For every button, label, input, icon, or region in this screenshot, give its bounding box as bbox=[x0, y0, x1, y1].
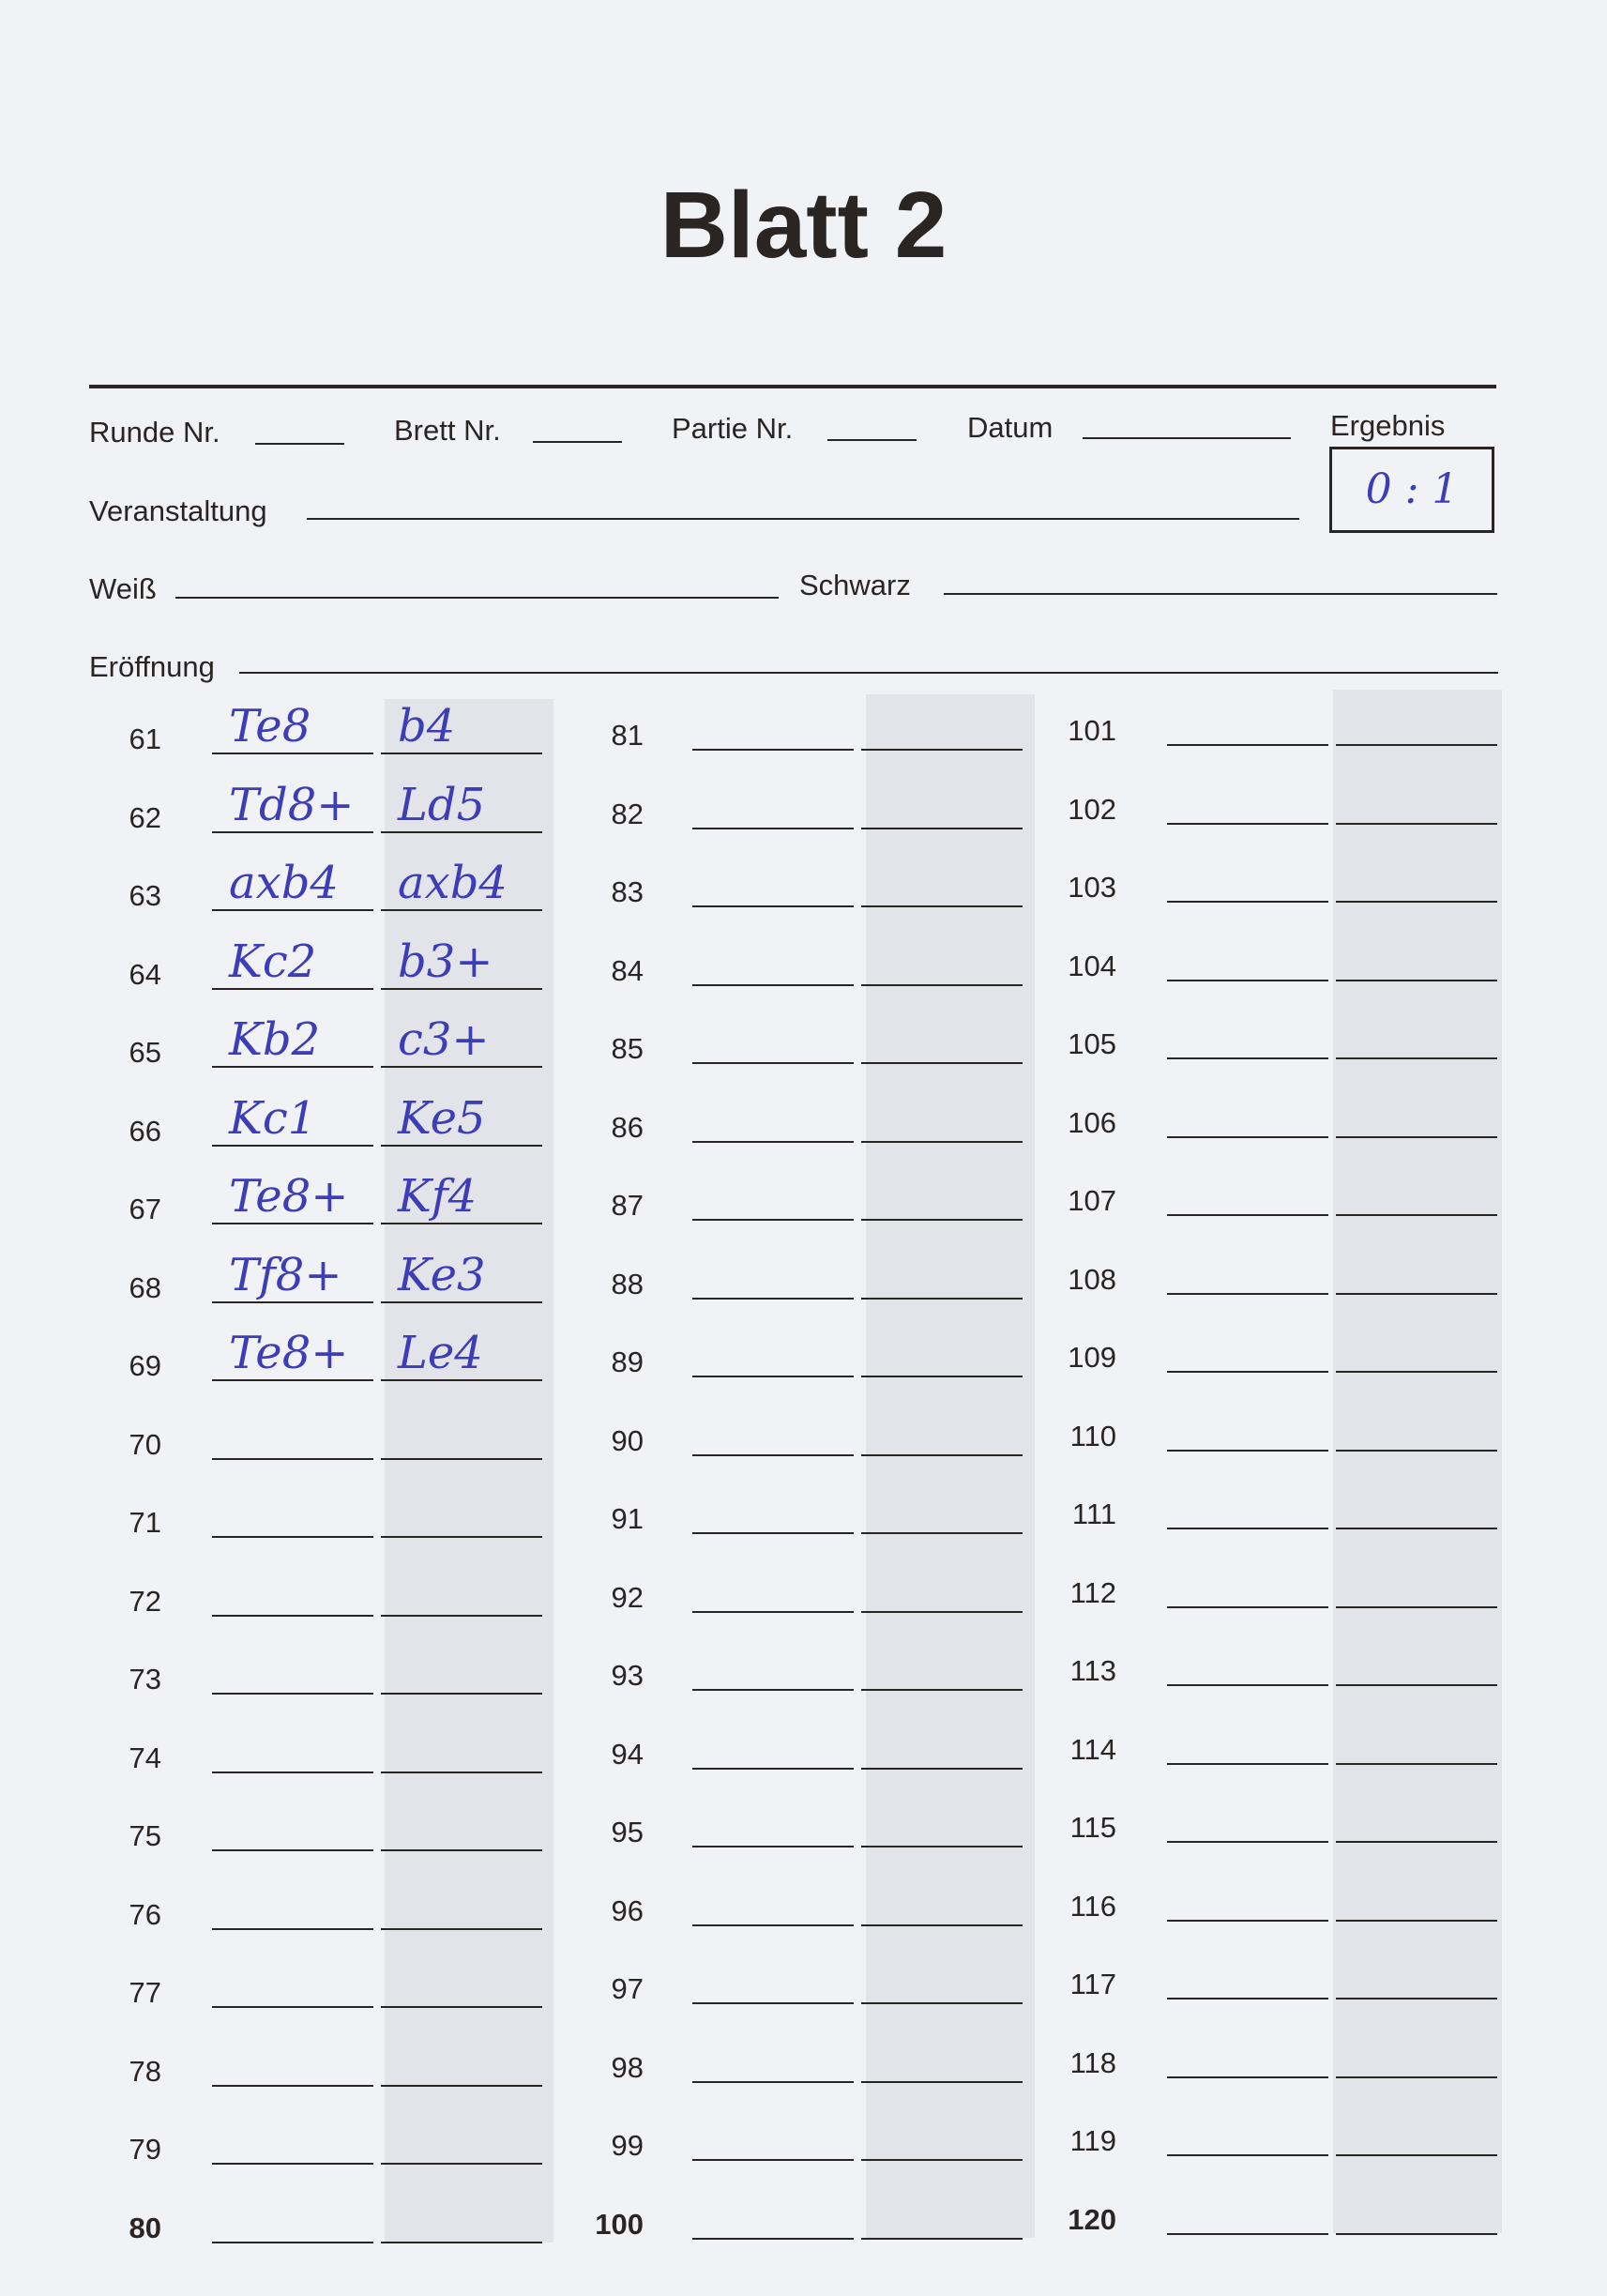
move-number: 110 bbox=[1069, 1419, 1116, 1452]
white-move-line[interactable] bbox=[212, 1693, 373, 1695]
event-label: Veranstaltung bbox=[89, 494, 267, 527]
white-move-line[interactable] bbox=[212, 1458, 373, 1460]
black-move-line[interactable] bbox=[861, 1062, 1023, 1064]
white-move-line[interactable] bbox=[692, 1141, 854, 1143]
white-move-line[interactable] bbox=[692, 749, 854, 751]
black-move-line[interactable] bbox=[861, 828, 1023, 829]
white-move-line[interactable] bbox=[212, 2085, 373, 2087]
black-move-line[interactable] bbox=[861, 984, 1023, 986]
move-number: 111 bbox=[1071, 1498, 1116, 1530]
move-number: 85 bbox=[611, 1032, 644, 1065]
move-number: 86 bbox=[611, 1110, 644, 1144]
move-number: 81 bbox=[611, 719, 644, 752]
white-move-line[interactable] bbox=[692, 1376, 854, 1377]
move-number: 103 bbox=[1068, 871, 1116, 904]
black-move-line[interactable] bbox=[861, 1924, 1023, 1926]
black-move-line[interactable] bbox=[381, 831, 542, 833]
move-number: 62 bbox=[129, 800, 161, 834]
black-move-line[interactable] bbox=[381, 2006, 542, 2008]
black-move-line[interactable] bbox=[1336, 2154, 1497, 2156]
white-move-line[interactable] bbox=[692, 2002, 854, 2004]
white-move-line[interactable] bbox=[1167, 1214, 1328, 1216]
white-move-line[interactable] bbox=[1167, 1450, 1328, 1452]
move-number: 117 bbox=[1069, 1968, 1116, 2000]
black-move-line[interactable] bbox=[381, 909, 542, 911]
white-move-line[interactable] bbox=[692, 984, 854, 986]
white-move: Kc2 bbox=[229, 935, 317, 988]
black-move-line[interactable] bbox=[1336, 2233, 1497, 2235]
move-number: 92 bbox=[611, 1580, 644, 1614]
move-number: 74 bbox=[129, 1741, 161, 1774]
shade-col-1 bbox=[385, 699, 553, 2243]
move-number: 79 bbox=[129, 2133, 161, 2166]
black-move-line[interactable] bbox=[861, 749, 1023, 751]
white-move-line[interactable] bbox=[1167, 823, 1328, 825]
black-move-line[interactable] bbox=[1336, 744, 1497, 746]
move-number: 96 bbox=[611, 1893, 644, 1927]
round-label: Runde Nr. bbox=[89, 416, 220, 449]
black-move: b3+ bbox=[398, 935, 493, 988]
black-move-line[interactable] bbox=[381, 988, 542, 990]
white-move-line[interactable] bbox=[692, 1768, 854, 1770]
white-move-line[interactable] bbox=[692, 905, 854, 907]
white-move-line[interactable] bbox=[1167, 1528, 1328, 1529]
black-move-line[interactable] bbox=[381, 2085, 542, 2087]
move-number: 71 bbox=[129, 1506, 161, 1539]
move-number: 105 bbox=[1068, 1027, 1116, 1060]
black-move-line[interactable] bbox=[861, 2002, 1023, 2004]
move-number: 67 bbox=[129, 1193, 161, 1225]
white-field[interactable] bbox=[175, 597, 779, 599]
black-move-line[interactable] bbox=[1336, 1450, 1497, 1452]
white-move-line[interactable] bbox=[212, 753, 373, 754]
move-number: 90 bbox=[611, 1423, 644, 1457]
black-move-line[interactable] bbox=[1336, 2076, 1497, 2078]
shade-col-3 bbox=[1333, 690, 1502, 2233]
white-move-line[interactable] bbox=[1167, 1998, 1328, 1999]
move-number: 113 bbox=[1069, 1654, 1116, 1687]
white-move-line[interactable] bbox=[692, 1846, 854, 1847]
black-move-line[interactable] bbox=[1336, 1136, 1497, 1138]
black-move-line[interactable] bbox=[381, 1066, 542, 1068]
move-number: 107 bbox=[1068, 1184, 1116, 1217]
move-number: 78 bbox=[129, 2054, 161, 2088]
move-number: 106 bbox=[1068, 1105, 1116, 1139]
move-number: 120 bbox=[1068, 2202, 1116, 2236]
move-number: 112 bbox=[1069, 1575, 1116, 1609]
black-move-line[interactable] bbox=[861, 2081, 1023, 2083]
white-move-line[interactable] bbox=[212, 988, 373, 990]
white-move-line[interactable] bbox=[212, 1536, 373, 1538]
black-move: Kf4 bbox=[398, 1170, 478, 1223]
black-move-line[interactable] bbox=[1336, 901, 1497, 903]
white-move-line[interactable] bbox=[1167, 744, 1328, 746]
white-move-line[interactable] bbox=[212, 1066, 373, 1068]
game-label: Partie Nr. bbox=[672, 412, 794, 445]
white-move-line[interactable] bbox=[212, 909, 373, 911]
black-move-line[interactable] bbox=[381, 1536, 542, 1538]
shade-col-2 bbox=[866, 694, 1035, 2238]
white-move-line[interactable] bbox=[212, 1771, 373, 1773]
move-number: 89 bbox=[611, 1346, 644, 1378]
move-number: 82 bbox=[611, 797, 644, 830]
move-number: 102 bbox=[1068, 792, 1116, 826]
black-move-line[interactable] bbox=[1336, 1920, 1497, 1922]
move-number: 100 bbox=[595, 2207, 644, 2241]
black-move-line[interactable] bbox=[381, 1379, 542, 1381]
result-label: Ergebnis bbox=[1330, 409, 1446, 442]
black-move: axb4 bbox=[398, 857, 508, 909]
move-number: 66 bbox=[129, 1114, 161, 1148]
move-number: 68 bbox=[129, 1270, 161, 1304]
white-move-line[interactable] bbox=[692, 2159, 854, 2161]
white-move: Te8+ bbox=[229, 1327, 349, 1379]
result-box[interactable] bbox=[1329, 447, 1494, 533]
black-move-line[interactable] bbox=[381, 1223, 542, 1224]
move-number: 97 bbox=[611, 1972, 644, 2005]
black-move-line[interactable] bbox=[1336, 1763, 1497, 1765]
black-move-line[interactable] bbox=[1336, 1371, 1497, 1373]
black-move: b4 bbox=[398, 700, 456, 753]
black-move: c3+ bbox=[398, 1013, 490, 1066]
move-number: 118 bbox=[1069, 2045, 1116, 2079]
white-move: axb4 bbox=[229, 857, 339, 909]
black-move-line[interactable] bbox=[1336, 1606, 1497, 1608]
white-move-line[interactable] bbox=[212, 1615, 373, 1617]
move-number: 76 bbox=[129, 1897, 161, 1931]
move-number: 63 bbox=[129, 879, 161, 912]
move-number: 108 bbox=[1068, 1262, 1116, 1296]
result-value: 0 : 1 bbox=[1365, 465, 1459, 513]
white-move-line[interactable] bbox=[212, 831, 373, 833]
white-move-line[interactable] bbox=[692, 828, 854, 829]
page-title: Blatt 2 bbox=[659, 173, 948, 278]
opening-label: Eröffnung bbox=[89, 650, 215, 683]
white-move-line[interactable] bbox=[212, 1301, 373, 1303]
black-move-line[interactable] bbox=[861, 1219, 1023, 1221]
white-move-line[interactable] bbox=[212, 1223, 373, 1224]
move-number: 87 bbox=[611, 1189, 644, 1222]
move-number: 99 bbox=[611, 2129, 644, 2162]
black-move-line[interactable] bbox=[381, 1928, 542, 1930]
move-number: 88 bbox=[611, 1267, 644, 1300]
white-move-line[interactable] bbox=[692, 1062, 854, 1064]
black-move-line[interactable] bbox=[1336, 1841, 1497, 1843]
white-move-line[interactable] bbox=[1167, 901, 1328, 903]
move-number: 93 bbox=[611, 1659, 644, 1692]
move-number: 115 bbox=[1069, 1811, 1116, 1844]
black-move-line[interactable] bbox=[861, 1454, 1023, 1456]
black-move-line[interactable] bbox=[861, 1611, 1023, 1613]
white-move-line[interactable] bbox=[212, 1379, 373, 1381]
move-number: 114 bbox=[1069, 1732, 1116, 1766]
move-number: 69 bbox=[129, 1349, 161, 1382]
black-move-line[interactable] bbox=[381, 1771, 542, 1773]
black-move-line[interactable] bbox=[1336, 823, 1497, 825]
black-move-line[interactable] bbox=[381, 753, 542, 754]
move-number: 61 bbox=[129, 722, 161, 755]
black-move-line[interactable] bbox=[381, 1693, 542, 1695]
white-move-line[interactable] bbox=[1167, 1684, 1328, 1686]
move-number: 101 bbox=[1068, 714, 1116, 747]
white-label: Weiß bbox=[89, 572, 157, 605]
white-move-line[interactable] bbox=[1167, 1293, 1328, 1295]
board-label: Brett Nr. bbox=[394, 414, 501, 447]
black-move-line[interactable] bbox=[1336, 980, 1497, 981]
white-move-line[interactable] bbox=[1167, 1606, 1328, 1608]
white-move: Kc1 bbox=[229, 1091, 317, 1145]
black-move-line[interactable] bbox=[861, 1141, 1023, 1143]
black-move-line[interactable] bbox=[1336, 1998, 1497, 1999]
move-number: 65 bbox=[129, 1036, 161, 1069]
white-move-line[interactable] bbox=[212, 2006, 373, 2008]
white-move-line[interactable] bbox=[1167, 1920, 1328, 1922]
move-number: 119 bbox=[1069, 2124, 1116, 2157]
black-move-line[interactable] bbox=[381, 1615, 542, 1617]
move-number: 84 bbox=[611, 953, 644, 987]
black-move-line[interactable] bbox=[1336, 1684, 1497, 1686]
move-number: 94 bbox=[611, 1737, 644, 1771]
move-number: 98 bbox=[611, 2050, 644, 2084]
game-field[interactable] bbox=[827, 439, 917, 441]
white-move-line[interactable] bbox=[1167, 1841, 1328, 1843]
black-move-line[interactable] bbox=[1336, 1057, 1497, 1059]
black-field[interactable] bbox=[944, 593, 1497, 595]
white-move-line[interactable] bbox=[212, 1145, 373, 1147]
header-divider bbox=[89, 385, 1496, 388]
black-move-line[interactable] bbox=[1336, 1293, 1497, 1295]
black-move: Ke5 bbox=[398, 1091, 486, 1145]
black-move-line[interactable] bbox=[1336, 1214, 1497, 1216]
black-move: Ke3 bbox=[398, 1248, 486, 1301]
white-move-line[interactable] bbox=[1167, 2233, 1328, 2235]
move-number: 91 bbox=[611, 1502, 644, 1535]
move-number: 95 bbox=[611, 1816, 644, 1848]
black-move-line[interactable] bbox=[381, 2163, 542, 2165]
white-move-line[interactable] bbox=[692, 1532, 854, 1534]
white-move: Te8 bbox=[229, 700, 311, 753]
white-move-line[interactable] bbox=[692, 1298, 854, 1300]
move-number: 77 bbox=[129, 1976, 161, 2009]
black-move-line[interactable] bbox=[381, 1301, 542, 1303]
event-field[interactable] bbox=[307, 518, 1299, 520]
black-move-line[interactable] bbox=[861, 1532, 1023, 1534]
move-number: 70 bbox=[129, 1427, 161, 1461]
white-move-line[interactable] bbox=[1167, 1136, 1328, 1138]
black-move-line[interactable] bbox=[861, 1689, 1023, 1691]
board-field[interactable] bbox=[533, 441, 622, 443]
round-field[interactable] bbox=[255, 443, 344, 445]
move-number: 72 bbox=[129, 1584, 161, 1618]
black-move-line[interactable] bbox=[381, 1849, 542, 1851]
move-number: 109 bbox=[1068, 1341, 1116, 1374]
white-move-line[interactable] bbox=[212, 2163, 373, 2165]
black-move-line[interactable] bbox=[861, 905, 1023, 907]
white-move-line[interactable] bbox=[692, 1219, 854, 1221]
black-move-line[interactable] bbox=[861, 1846, 1023, 1847]
black-move-line[interactable] bbox=[861, 1376, 1023, 1377]
white-move-line[interactable] bbox=[692, 2081, 854, 2083]
white-move-line[interactable] bbox=[212, 1928, 373, 1930]
move-number: 116 bbox=[1069, 1889, 1116, 1923]
black-move-line[interactable] bbox=[1336, 1528, 1497, 1529]
black-move-line[interactable] bbox=[861, 1768, 1023, 1770]
move-number: 80 bbox=[129, 2211, 161, 2244]
black-label: Schwarz bbox=[799, 569, 911, 601]
white-move-line[interactable] bbox=[692, 1454, 854, 1456]
move-number: 83 bbox=[611, 875, 644, 908]
black-move-line[interactable] bbox=[861, 2238, 1023, 2240]
white-move-line[interactable] bbox=[1167, 2154, 1328, 2156]
black-move-line[interactable] bbox=[861, 1298, 1023, 1300]
move-number: 64 bbox=[129, 957, 161, 991]
white-move-line[interactable] bbox=[1167, 1057, 1328, 1059]
white-move: Te8+ bbox=[229, 1170, 349, 1223]
black-move: Le4 bbox=[398, 1327, 483, 1379]
white-move-line[interactable] bbox=[692, 1689, 854, 1691]
move-number: 75 bbox=[129, 1819, 161, 1852]
white-move-line[interactable] bbox=[1167, 1763, 1328, 1765]
white-move-line[interactable] bbox=[212, 2242, 373, 2243]
white-move-line[interactable] bbox=[1167, 980, 1328, 981]
white-move-line[interactable] bbox=[1167, 1371, 1328, 1373]
white-move: Kb2 bbox=[229, 1013, 321, 1066]
white-move-line[interactable] bbox=[212, 1849, 373, 1851]
black-move-line[interactable] bbox=[381, 1145, 542, 1147]
white-move-line[interactable] bbox=[1167, 2076, 1328, 2078]
black-move-line[interactable] bbox=[381, 1458, 542, 1460]
move-number: 73 bbox=[129, 1663, 161, 1695]
opening-field[interactable] bbox=[239, 672, 1498, 674]
date-label: Datum bbox=[967, 411, 1054, 444]
white-move-line[interactable] bbox=[692, 1611, 854, 1613]
move-number: 104 bbox=[1068, 949, 1116, 982]
black-move: Ld5 bbox=[398, 778, 486, 831]
white-move-line[interactable] bbox=[692, 1924, 854, 1926]
black-move-line[interactable] bbox=[861, 2159, 1023, 2161]
white-move: Td8+ bbox=[229, 778, 355, 831]
black-move-line[interactable] bbox=[381, 2242, 542, 2243]
white-move: Tf8+ bbox=[229, 1248, 342, 1301]
date-field[interactable] bbox=[1083, 437, 1291, 439]
white-move-line[interactable] bbox=[692, 2238, 854, 2240]
